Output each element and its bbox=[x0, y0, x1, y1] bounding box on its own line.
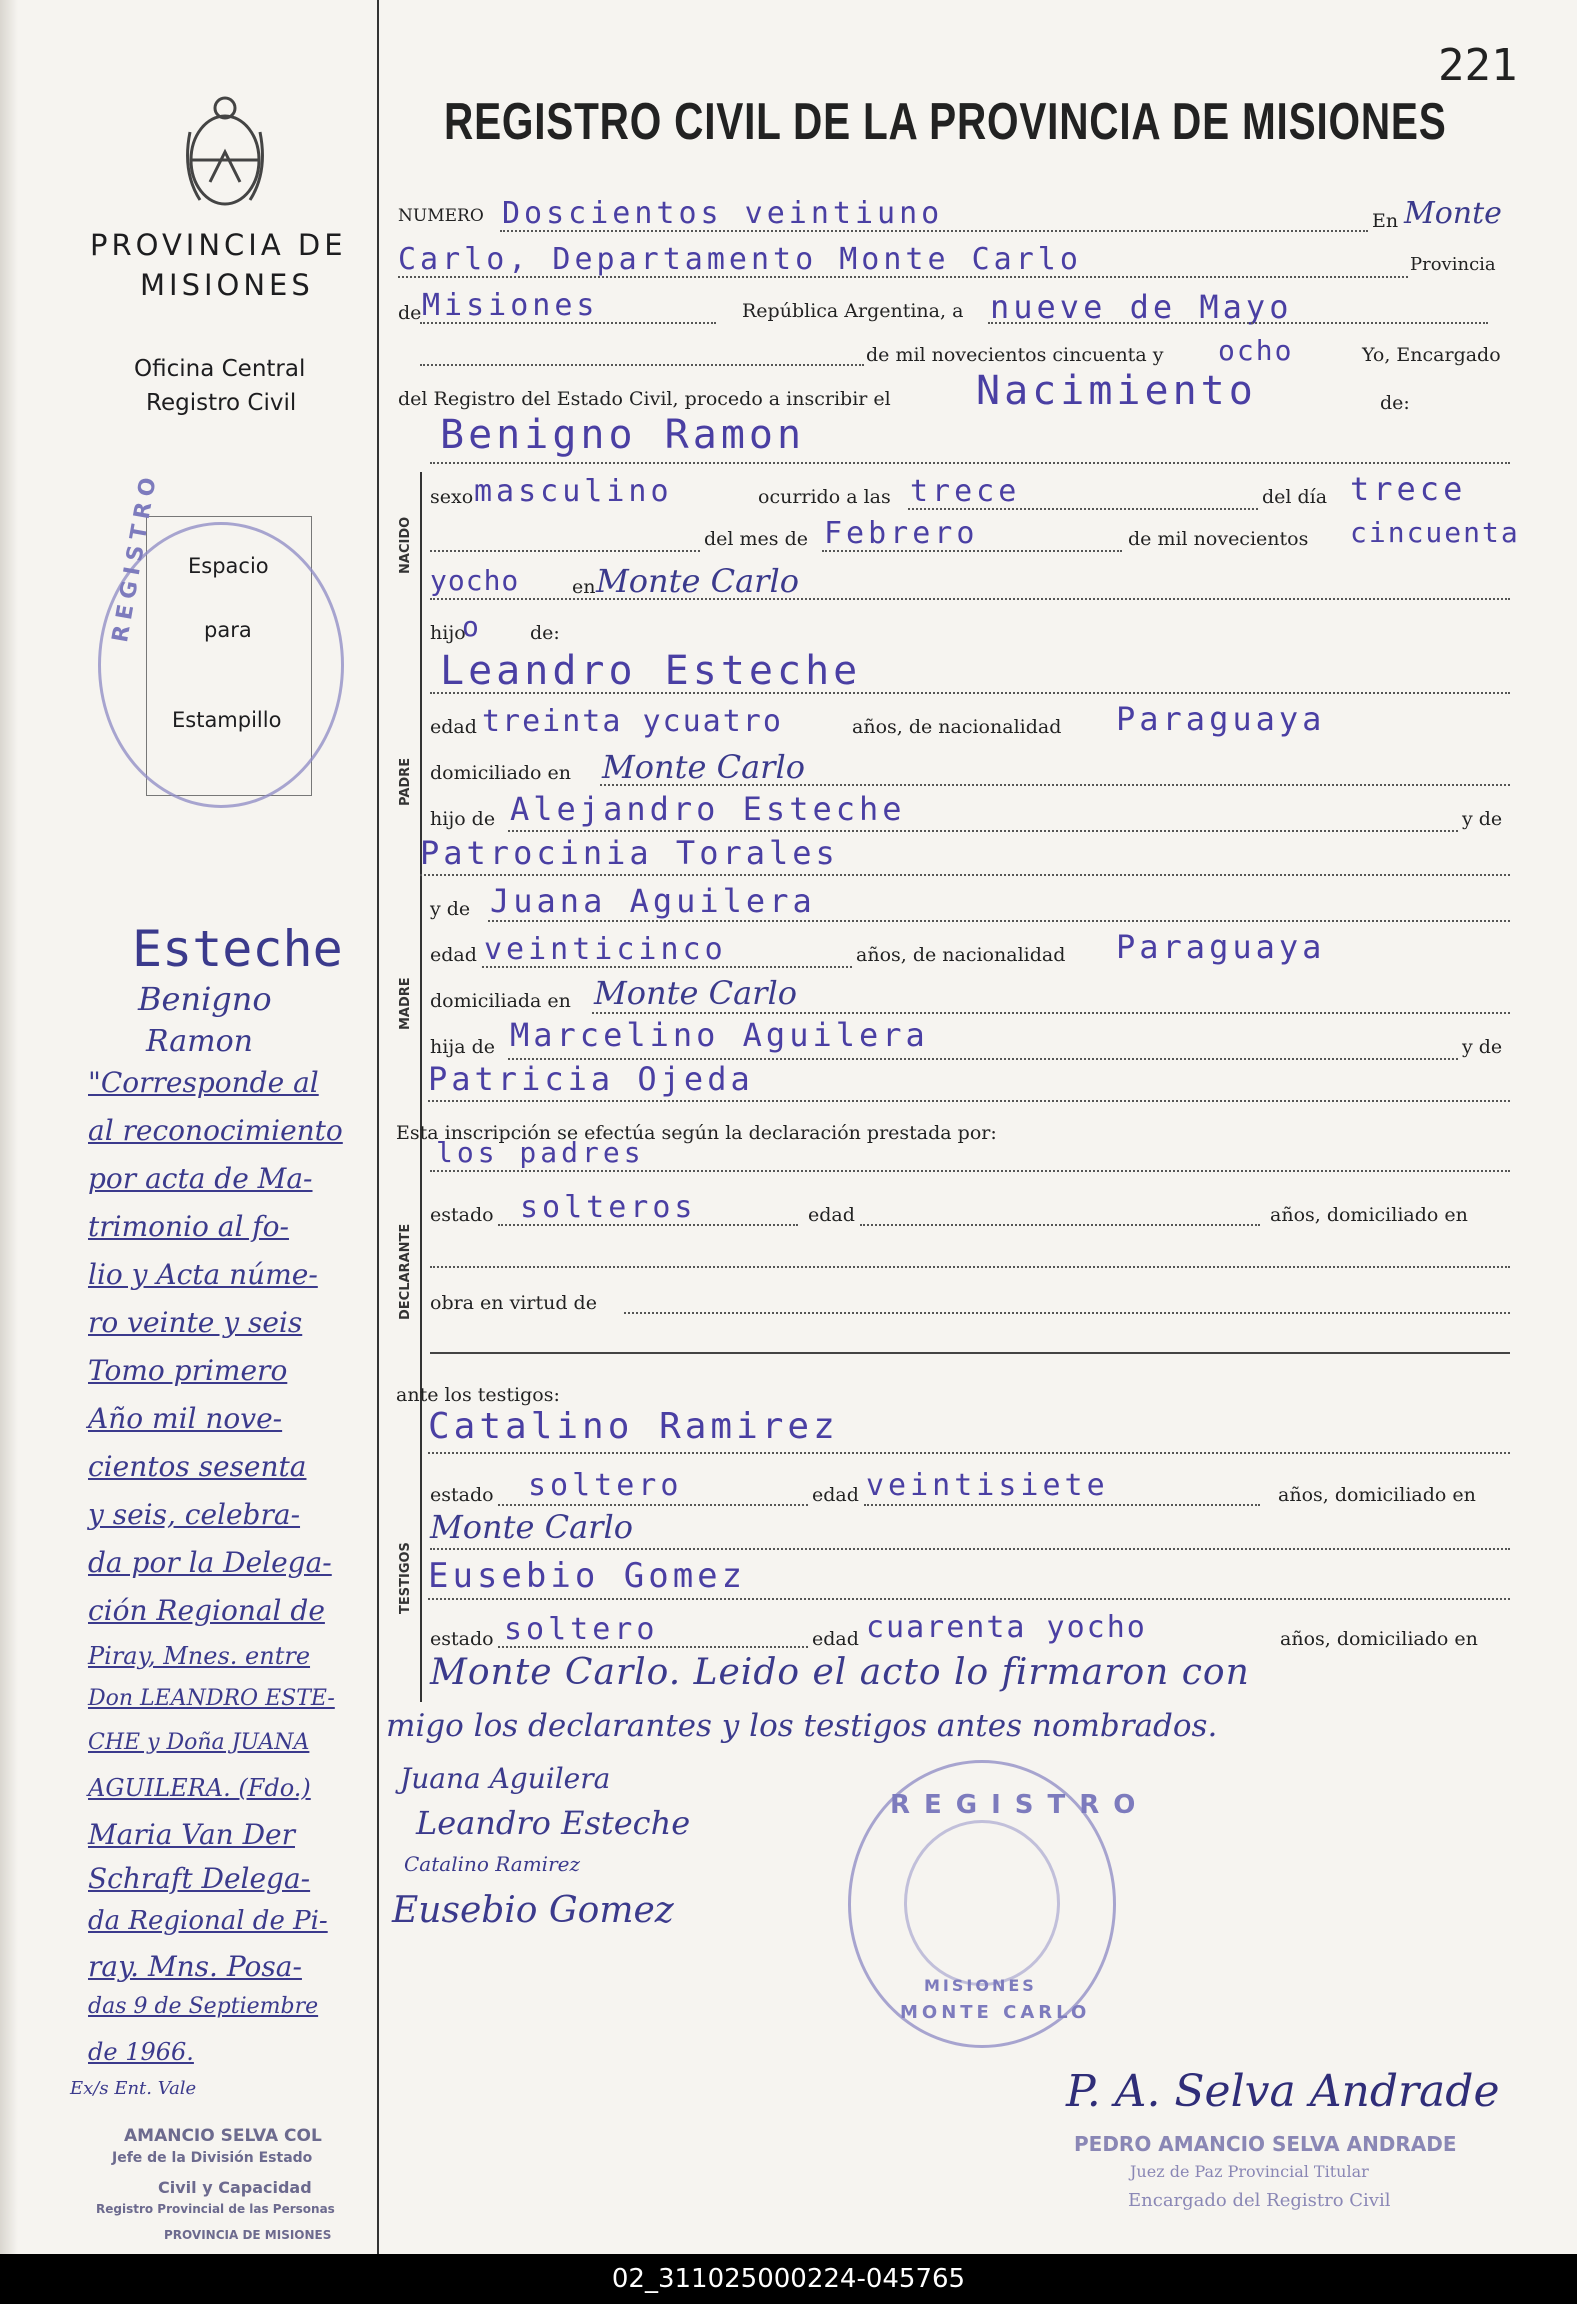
section-declarante: DECLARANTE bbox=[398, 1223, 413, 1320]
value-hijo: o bbox=[462, 610, 483, 643]
value-edad-t2: cuarenta yocho bbox=[866, 1610, 1147, 1645]
margin-note-line: lio y Acta núme- bbox=[88, 1258, 318, 1291]
label-de: de bbox=[398, 302, 422, 324]
label-edad-t1: edad bbox=[812, 1484, 859, 1506]
line bbox=[428, 1452, 1510, 1454]
label-anos-dom-t1: años, domiciliado en bbox=[1278, 1484, 1476, 1506]
label-obra: obra en virtud de bbox=[430, 1292, 597, 1314]
margin-note-line: y seis, celebra- bbox=[88, 1498, 301, 1531]
value-madre: Juana Aguilera bbox=[490, 882, 816, 920]
office-line2: Registro Civil bbox=[146, 390, 297, 416]
label-anos-dom-decl: años, domiciliado en bbox=[1270, 1204, 1468, 1226]
margin-stamp-line1: AMANCIO SELVA COL bbox=[124, 2126, 322, 2146]
margin-note-line: da por la Delega- bbox=[88, 1546, 332, 1579]
label-edad-padre: edad bbox=[430, 716, 477, 738]
official-signature: P. A. Selva Andrade bbox=[1066, 2066, 1500, 2117]
value-padre: Leandro Esteche bbox=[440, 648, 862, 694]
label-hija-de: hija de bbox=[430, 1036, 495, 1058]
label-del-registro: del Registro del Estado Civil, procedo a inscribir el bbox=[398, 388, 891, 410]
line bbox=[508, 830, 1458, 832]
value-en2: Carlo, Departamento Monte Carlo bbox=[398, 242, 1082, 277]
label-ante-testigos: ante los testigos: bbox=[396, 1384, 560, 1406]
margin-note-line: Maria Van Der bbox=[88, 1818, 295, 1851]
line bbox=[500, 230, 1368, 232]
margin-note-line: por acta de Ma- bbox=[88, 1162, 313, 1195]
value-estado-t2: soltero bbox=[504, 1612, 659, 1647]
label-yo-encargado: Yo, Encargado bbox=[1362, 344, 1501, 366]
value-abuela-p: Patrocinia Torales bbox=[420, 834, 839, 872]
office-line1: Oficina Central bbox=[134, 356, 306, 382]
line bbox=[498, 1646, 808, 1648]
line bbox=[864, 1504, 1260, 1506]
value-edad-padre: treinta ycuatro bbox=[482, 704, 783, 739]
value-acto: Nacimiento bbox=[976, 368, 1257, 414]
official-stamp-line1: PEDRO AMANCIO SELVA ANDRADE bbox=[1074, 2132, 1457, 2156]
line bbox=[624, 1312, 1510, 1314]
label-del-mes: del mes de bbox=[704, 528, 808, 550]
label-de-mil-nov: de mil novecientos bbox=[1128, 528, 1309, 550]
margin-note-line: AGUILERA. (Fdo.) bbox=[88, 1774, 311, 1802]
page-edge-shadow bbox=[0, 0, 18, 2254]
margin-note-line: da Regional de Pi- bbox=[88, 1906, 328, 1936]
value-hora: trece bbox=[910, 474, 1021, 509]
label-de-mil: de mil novecientos cincuenta y bbox=[866, 344, 1164, 366]
margin-note-line: Schraft Delega- bbox=[88, 1862, 311, 1895]
value-dom-padre: Monte Carlo bbox=[602, 748, 805, 786]
label-y-de2: y de bbox=[430, 898, 471, 920]
margin-note-line: cientos sesenta bbox=[88, 1450, 307, 1483]
line bbox=[430, 598, 1510, 600]
label-anos-nac-madre: años, de nacionalidad bbox=[856, 944, 1066, 966]
page-number: 221 bbox=[1438, 40, 1518, 91]
signature-2: Leandro Esteche bbox=[416, 1804, 691, 1842]
value-dom-madre: Monte Carlo bbox=[594, 974, 797, 1012]
line bbox=[430, 1352, 1510, 1354]
value-testigo2: Eusebio Gomez bbox=[428, 1556, 747, 1596]
label-ocurrido: ocurrido a las bbox=[758, 486, 891, 508]
label-edad-t2: edad bbox=[812, 1628, 859, 1650]
value-abuelo-p: Alejandro Esteche bbox=[510, 790, 906, 828]
value-abuelo-m: Marcelino Aguilera bbox=[510, 1016, 929, 1054]
stamp-box-label1: Espacio bbox=[188, 554, 269, 578]
margin-note-line: al reconocimiento bbox=[88, 1114, 343, 1147]
label-del-dia: del día bbox=[1262, 486, 1328, 508]
line bbox=[430, 1170, 1510, 1172]
line bbox=[908, 508, 1258, 510]
margin-name1: Benigno bbox=[138, 980, 272, 1018]
value-declarante: los padres bbox=[436, 1136, 645, 1169]
margin-note-block bbox=[88, 1066, 376, 2082]
margin-note-line: das 9 de Septiembre bbox=[88, 1994, 319, 2019]
value-edad-t1: veintisiete bbox=[866, 1468, 1109, 1503]
label-de-colon: de: bbox=[1380, 392, 1410, 414]
value-testigo1: Catalino Ramirez bbox=[428, 1406, 839, 1447]
line bbox=[428, 1598, 1510, 1600]
label-domiciliado-padre: domiciliado en bbox=[430, 762, 572, 784]
section-testigos: TESTIGOS bbox=[398, 1542, 413, 1614]
value-dom-t1: Monte Carlo bbox=[430, 1508, 633, 1546]
margin-note-line: Tomo primero bbox=[88, 1354, 288, 1387]
label-en: En bbox=[1372, 210, 1399, 232]
value-mes: Febrero bbox=[824, 516, 979, 551]
registro-seal-right-inner bbox=[904, 1820, 1060, 1986]
label-estado-decl: estado bbox=[430, 1204, 494, 1226]
margin-initials: Ex/s Ent. Vale bbox=[70, 2078, 197, 2099]
label-provincia: Provincia bbox=[1410, 254, 1496, 275]
line bbox=[498, 1224, 798, 1226]
margin-note-line: CHE y Doña JUANA bbox=[88, 1730, 310, 1755]
margin-note-line: trimonio al fo- bbox=[88, 1210, 289, 1243]
coat-of-arms-icon bbox=[180, 92, 270, 212]
value-abuela-m: Patricia Ojeda bbox=[428, 1060, 754, 1098]
value-edad-madre: veinticinco bbox=[484, 932, 727, 967]
value-nombre: Benigno Ramon bbox=[440, 412, 806, 458]
value-estado-t1: soltero bbox=[528, 1468, 683, 1503]
image-id-caption: 02_311025000224-045765 bbox=[0, 2254, 1577, 2304]
value-fecha: nueve de Mayo bbox=[990, 288, 1293, 326]
label-hijo: hijo bbox=[430, 622, 466, 644]
line bbox=[430, 462, 1510, 464]
line bbox=[488, 920, 1510, 922]
province-heading-line2: MISIONES bbox=[140, 268, 314, 302]
margin-stamp-line3: Civil y Capacidad bbox=[158, 2178, 312, 2197]
label-edad-decl: edad bbox=[808, 1204, 855, 1226]
section-madre: MADRE bbox=[398, 977, 413, 1030]
value-lugar-nac: Monte Carlo bbox=[596, 562, 799, 600]
margin-note-line: ción Regional de bbox=[88, 1594, 325, 1627]
label-domiciliada: domiciliada en bbox=[430, 990, 571, 1012]
signature-1: Juana Aguilera bbox=[400, 1762, 611, 1795]
margin-note-line: "Corresponde al bbox=[88, 1066, 319, 1099]
line bbox=[988, 322, 1488, 324]
label-estado-t1: estado bbox=[430, 1484, 494, 1506]
seal-right-misiones: MISIONES bbox=[924, 1976, 1037, 1995]
label-sexo: sexo bbox=[430, 486, 474, 508]
closing-line1: Monte Carlo. Leido el acto lo firmaron con bbox=[430, 1652, 1250, 1693]
line bbox=[430, 692, 1510, 694]
value-estado-decl: solteros bbox=[520, 1190, 697, 1225]
label-edad-madre: edad bbox=[430, 944, 477, 966]
margin-note-line: de 1966. bbox=[88, 2038, 194, 2066]
seal-right-bottom: MONTE CARLO bbox=[900, 2002, 1091, 2023]
official-stamp-line2: Juez de Paz Provincial Titular bbox=[1130, 2162, 1369, 2181]
seal-left-text: REGISTRO bbox=[108, 469, 163, 645]
section-bracket-line bbox=[420, 472, 422, 1702]
signature-3: Catalino Ramirez bbox=[404, 1852, 580, 1876]
line bbox=[430, 1266, 1510, 1268]
line bbox=[420, 874, 1510, 876]
line bbox=[430, 1548, 1510, 1550]
value-anio: ocho bbox=[1218, 334, 1294, 367]
margin-name2: Ramon bbox=[146, 1024, 253, 1059]
section-padre: PADRE bbox=[398, 757, 413, 806]
margin-note-line: Don LEANDRO ESTE- bbox=[88, 1686, 335, 1711]
margin-note-line: Piray, Mnes. entre bbox=[88, 1642, 311, 1670]
line bbox=[592, 1012, 1510, 1014]
label-declaracion: Esta inscripción se efectúa según la declaración prestada por: bbox=[396, 1122, 997, 1144]
line bbox=[600, 784, 1510, 786]
province-heading-line1: PROVINCIA DE bbox=[90, 228, 347, 262]
label-de-colon2: de: bbox=[530, 622, 560, 644]
value-numero: Doscientos veintiuno bbox=[502, 196, 944, 231]
value-dia: trece bbox=[1350, 470, 1467, 508]
line bbox=[822, 550, 1122, 552]
stamp-box-label2: para bbox=[204, 618, 252, 642]
value-anio-nac2: yocho bbox=[430, 564, 520, 597]
label-y-de3: y de bbox=[1462, 1036, 1503, 1058]
value-provincia: Misiones bbox=[422, 288, 599, 323]
margin-note-line: ray. Mns. Posa- bbox=[88, 1950, 302, 1983]
line bbox=[860, 1224, 1260, 1226]
line bbox=[428, 1100, 1510, 1102]
value-nac-madre: Paraguaya bbox=[1116, 928, 1326, 966]
margin-stamp-line5: PROVINCIA DE MISIONES bbox=[164, 2228, 332, 2242]
value-sexo: masculino bbox=[474, 474, 673, 509]
seal-right-top: REGISTRO bbox=[890, 1790, 1150, 1820]
margin-surname: Esteche bbox=[132, 920, 343, 978]
line bbox=[482, 966, 852, 968]
label-hijo-de: hijo de bbox=[430, 808, 496, 830]
label-numero: NUMERO bbox=[398, 206, 484, 226]
stamp-box-label3: Estampillo bbox=[172, 708, 282, 732]
value-nac-padre: Paraguaya bbox=[1116, 700, 1326, 738]
line bbox=[498, 1504, 808, 1506]
line bbox=[420, 322, 716, 324]
line bbox=[420, 364, 864, 366]
label-y-de: y de bbox=[1462, 808, 1503, 830]
margin-note-line: Año mil nove- bbox=[88, 1402, 283, 1435]
left-column-divider bbox=[377, 0, 379, 2254]
label-republica: República Argentina, a bbox=[742, 300, 964, 322]
document-title: REGISTRO CIVIL DE LA PROVINCIA DE MISIONES bbox=[444, 93, 1447, 151]
label-estado-t2: estado bbox=[430, 1628, 494, 1650]
closing-line2: migo los declarantes y los testigos antes nombrados. bbox=[386, 1708, 1218, 1744]
signature-4: Eusebio Gomez bbox=[392, 1890, 674, 1931]
margin-stamp-line4: Registro Provincial de las Personas bbox=[96, 2202, 335, 2216]
value-anio-nac1: cincuenta bbox=[1350, 516, 1520, 549]
label-anos-dom-t2: años, domiciliado en bbox=[1280, 1628, 1478, 1650]
margin-note-line: ro veinte y seis bbox=[88, 1306, 303, 1339]
value-en1: Monte bbox=[1404, 196, 1502, 231]
official-stamp-line3: Encargado del Registro Civil bbox=[1128, 2190, 1391, 2211]
margin-stamp-line2: Jefe de la División Estado bbox=[112, 2150, 313, 2166]
label-anos-nac-padre: años, de nacionalidad bbox=[852, 716, 1062, 738]
label-en-lower: en bbox=[572, 576, 596, 598]
section-nacido: NACIDO bbox=[398, 516, 413, 574]
line bbox=[430, 550, 700, 552]
line bbox=[398, 276, 1408, 278]
